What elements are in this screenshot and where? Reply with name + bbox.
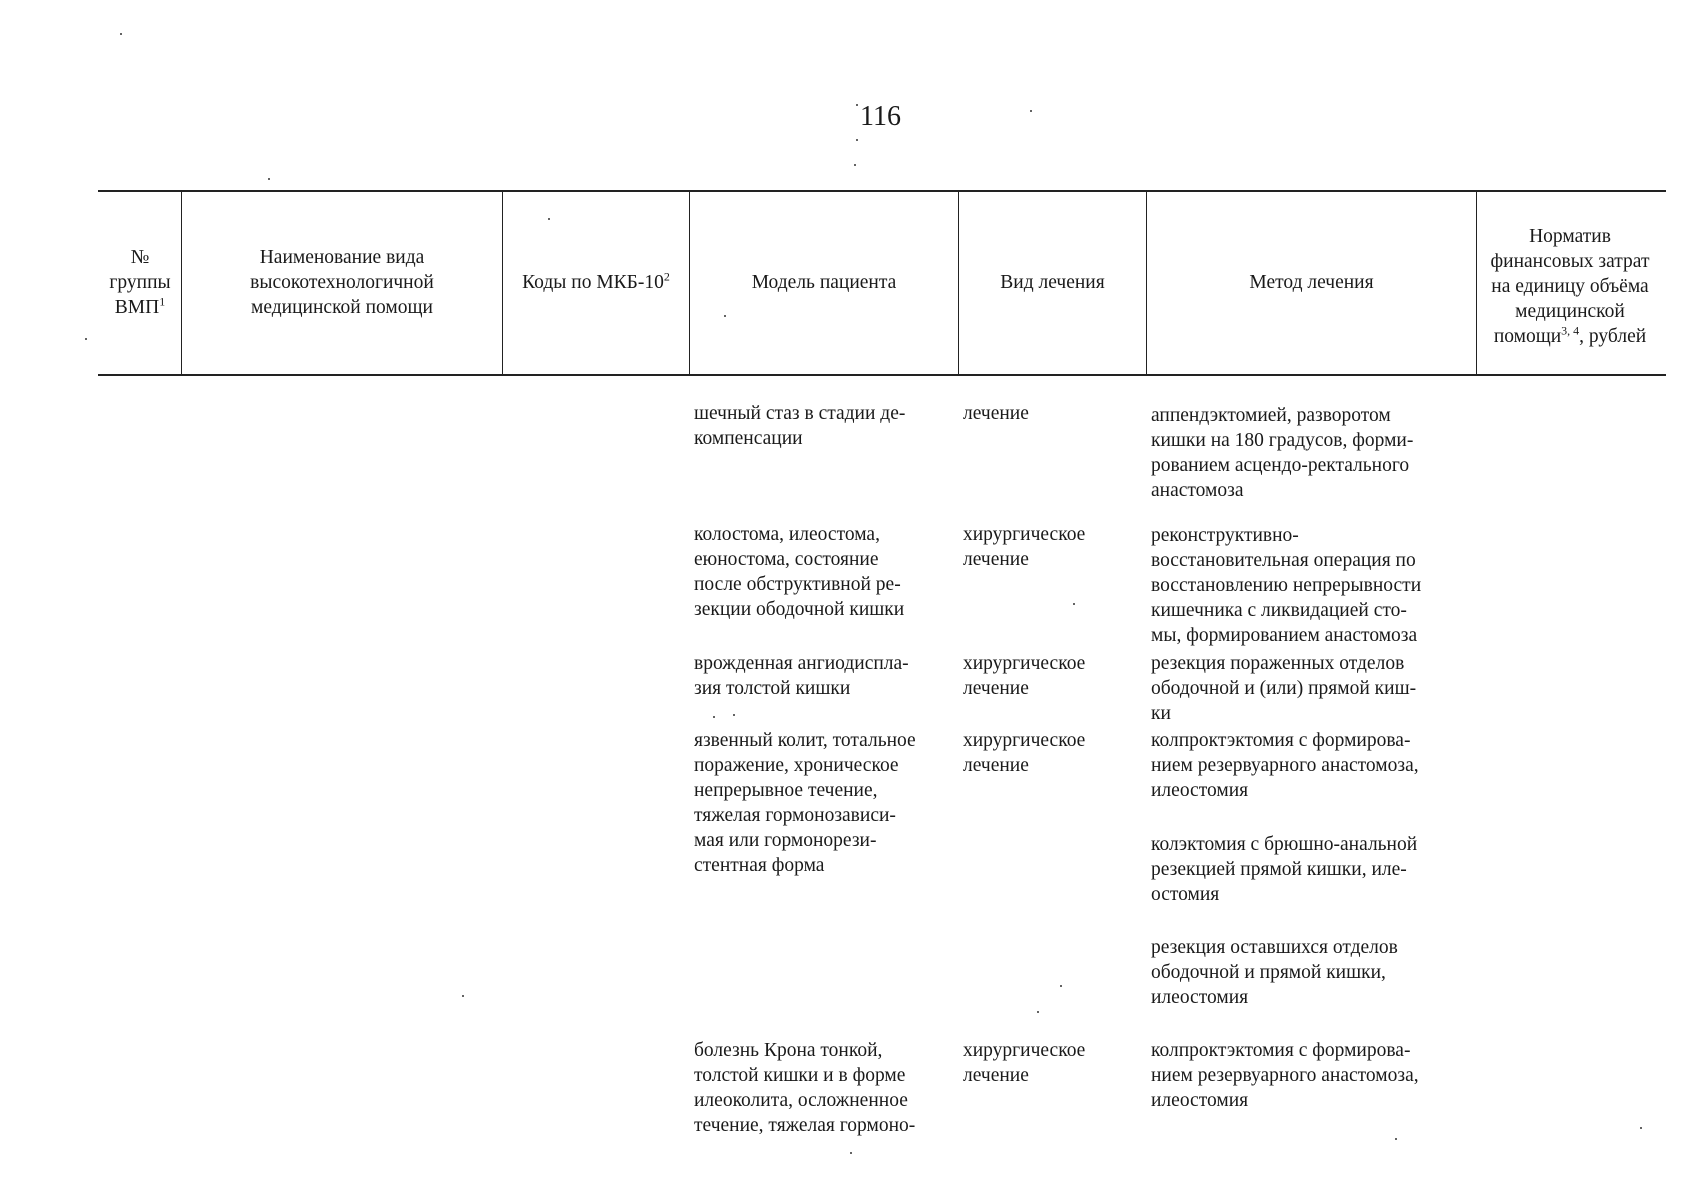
treatment-method-cell: резекция оставшихся отделов ободочной и прямой кишки, илеостомия	[1151, 937, 1398, 1008]
treatment-type-cell: хирургическое лечение	[963, 730, 1086, 776]
scan-speck	[724, 315, 726, 317]
patient-model-cell: колостома, илеостома, еюностома, состояние после обструктивной ре- зекции ободочной кишки	[694, 524, 905, 620]
header-patient-model: Модель пациента	[751, 272, 897, 293]
scan-speck	[1060, 985, 1062, 987]
patient-model-cell: болезнь Крона тонкой, толстой кишки и в форме илеоколита, осложненное течение, тяжелая гормоно-	[694, 1040, 916, 1136]
scan-speck	[548, 218, 550, 220]
column-divider	[689, 191, 690, 374]
column-divider	[1476, 191, 1477, 374]
scan-speck	[856, 104, 858, 106]
column-divider	[502, 191, 503, 374]
treatment-method-cell: колпроктэктомия с формирова- нием резервуарного анастомоза, илеостомия	[1151, 1040, 1419, 1111]
scan-speck	[268, 178, 270, 180]
column-divider	[1146, 191, 1147, 374]
treatment-type-cell: хирургическое лечение	[963, 1040, 1086, 1086]
column-divider	[958, 191, 959, 374]
scan-speck	[1640, 1127, 1642, 1129]
header-care-type: Наименование вида высокотехнологичной медицинской помощи	[250, 247, 434, 318]
patient-model-cell: язвенный колит, тотальное поражение, хроническое непрерывное течение, тяжелая гормонозависи- мая или гормонорези- стентная форма	[694, 730, 916, 876]
treatment-method-cell: реконструктивно- восстановительная операция по восстановлению непрерывности кишечника с ликвидацией сто- мы, формированием анастомоза	[1151, 525, 1422, 646]
header-icd-codes: Коды по МКБ-$10^2$	[522, 269, 670, 293]
patient-model-cell: шечный стаз в стадии де- компенсации	[694, 403, 906, 449]
treatment-method-cell: резекция пораженных отделов ободочной и (или) прямой киш- ки	[1151, 653, 1417, 724]
treatment-method-cell: аппендэктомией, разворотом кишки на 180 градусов, форми- рованием асцендо-ректального анастомоза	[1151, 405, 1414, 501]
header-treatment-method: Метод лечения	[1249, 272, 1374, 293]
treatment-method-cell: колпроктэктомия с формирова- нием резервуарного анастомоза, илеостомия	[1151, 730, 1419, 801]
scan-speck	[1037, 1011, 1039, 1013]
treatment-type-cell: хирургическое лечение	[963, 524, 1086, 570]
patient-model-cell: врожденная ангиодиспла- зия толстой кишки	[694, 653, 909, 699]
scan-speck	[120, 33, 122, 35]
scan-speck	[856, 139, 858, 141]
scan-speck	[1395, 1138, 1397, 1140]
header-cost-standard: Норматив финансовых затрат на единицу объёма медицинской помощи$^{3, 4}$, рублей	[1490, 226, 1650, 347]
scan-speck	[462, 995, 464, 997]
treatment-type-cell: хирургическое лечение	[963, 653, 1086, 699]
header-bottom-rule	[98, 374, 1666, 376]
column-divider	[181, 191, 182, 374]
scan-speck	[713, 716, 715, 718]
scan-speck	[850, 1152, 852, 1154]
scan-speck	[733, 714, 735, 716]
scan-speck	[1030, 110, 1032, 112]
page-number: 116	[860, 101, 901, 132]
header-treatment-type: Вид лечения	[1000, 272, 1105, 293]
scan-speck	[854, 164, 856, 166]
header-group-number: № группы ВМП$^1$	[109, 247, 171, 318]
treatment-method-cell: колэктомия с брюшно-анальной резекцией прямой кишки, иле- остомия	[1151, 834, 1418, 905]
treatment-type-cell: лечение	[963, 403, 1029, 424]
scan-speck	[1073, 603, 1075, 605]
scan-speck	[85, 338, 87, 340]
